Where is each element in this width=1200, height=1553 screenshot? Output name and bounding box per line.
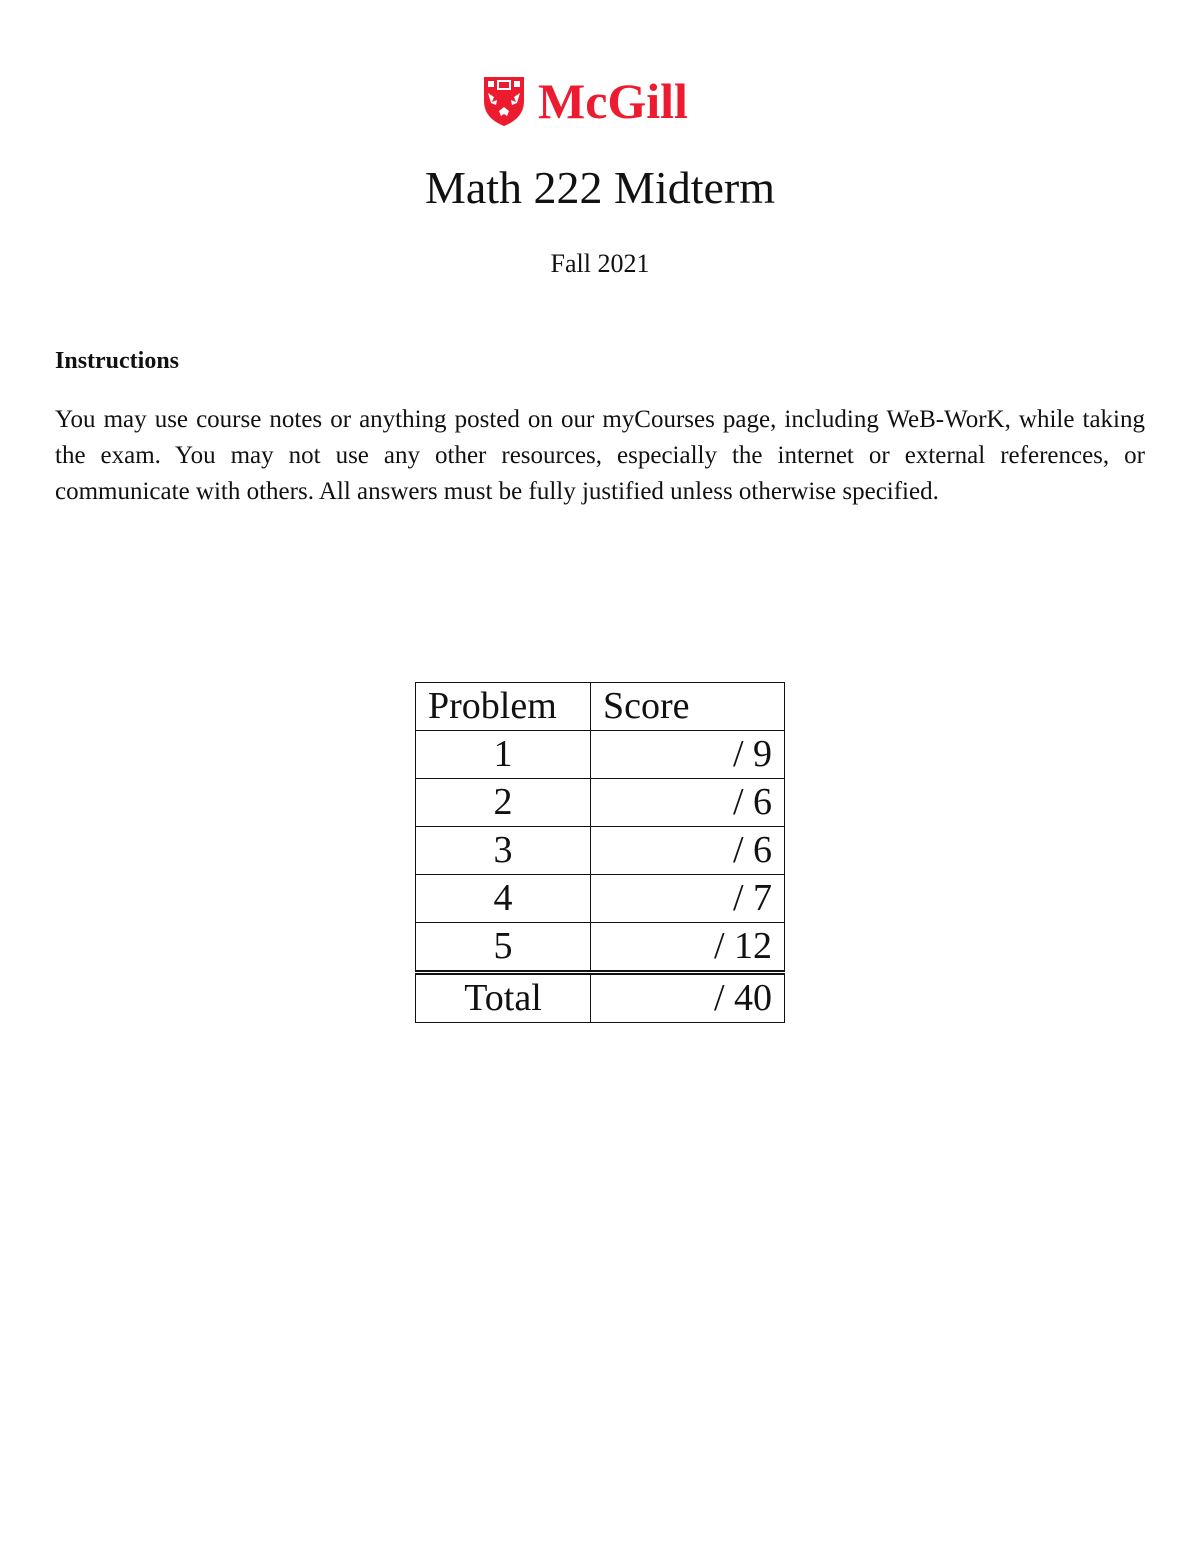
- problem-score: / 12: [591, 923, 785, 973]
- problem-number: 2: [416, 779, 591, 827]
- problem-column-header: Problem: [416, 683, 591, 731]
- mcgill-shield-icon: [482, 75, 526, 127]
- table-row: [416, 827, 785, 875]
- exam-title: Math 222 Midterm: [424, 162, 776, 213]
- total-label: Total: [416, 973, 591, 1023]
- score-table-header-row: [416, 683, 785, 731]
- score-table: [415, 682, 785, 1023]
- table-row: [416, 923, 785, 973]
- table-row: [416, 875, 785, 923]
- total-score: / 40: [591, 973, 785, 1023]
- exam-term: Fall 2021: [550, 249, 650, 278]
- total-row: [416, 973, 785, 1023]
- mcgill-wordmark: McGill: [538, 73, 688, 129]
- problem-score: / 6: [591, 827, 785, 875]
- problem-number: 1: [416, 731, 591, 779]
- instructions-text: You may use course notes or anything posted on our myCourses page, including WeB-WorK, while taking the exam. You may not use any other resources, especially the internet or external references, or communicate with others. All answers must be fully justified unless otherwise specified.: [55, 406, 1145, 505]
- problem-number: 3: [416, 827, 591, 875]
- problem-number: 5: [416, 923, 591, 973]
- problem-score: / 9: [591, 731, 785, 779]
- mcgill-logo: [482, 74, 688, 128]
- table-row: [416, 731, 785, 779]
- score-column-header: Score: [591, 683, 785, 731]
- table-row: [416, 779, 785, 827]
- instructions-heading: Instructions: [55, 348, 180, 374]
- problem-score: / 6: [591, 779, 785, 827]
- problem-number: 4: [416, 875, 591, 923]
- problem-score: / 7: [591, 875, 785, 923]
